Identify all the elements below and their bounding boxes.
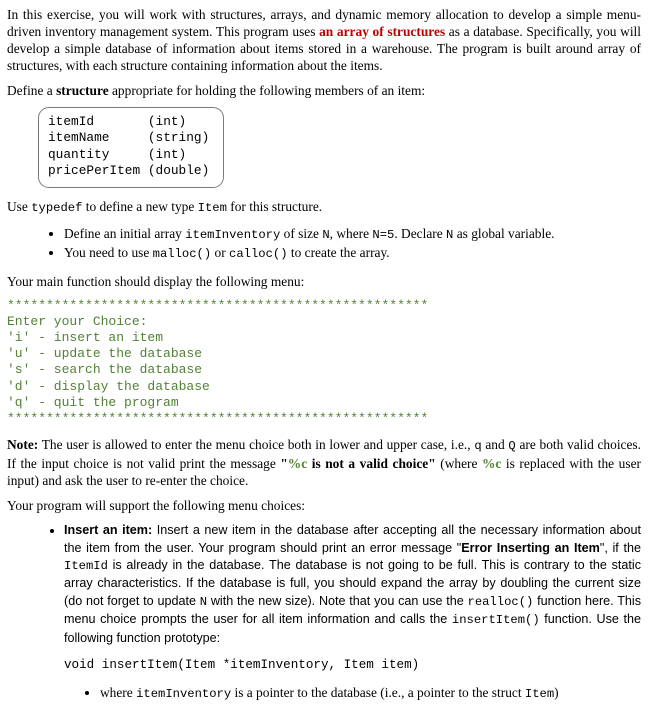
text-run: Item	[524, 687, 555, 702]
text-run: is a pointer to the database (i.e., a pointer to the struct	[231, 685, 525, 701]
text-run: "	[280, 456, 288, 472]
text-run: ", if the	[599, 540, 641, 555]
text-run: You need to use	[64, 245, 153, 261]
text-run: as global variable.	[453, 225, 555, 241]
define-structure-paragraph	[7, 82, 641, 99]
text-run: , where	[329, 225, 373, 241]
text-run: Note:	[7, 437, 39, 453]
menu-code-block	[7, 298, 641, 428]
text-run: In this exercise, you will work with structures, arrays, and dynamic memory allocation to develop a simple menu-driven inventory management system. This program uses	[7, 7, 641, 39]
code-line: 'u' - update the database	[7, 346, 203, 362]
code-line: Enter your Choice:	[7, 313, 148, 329]
struct-members-code	[48, 114, 209, 180]
support-paragraph	[7, 497, 641, 514]
code-line: pricePerItem (double)	[48, 163, 210, 179]
text-run: for this structure.	[226, 198, 323, 214]
text-run: Define a	[7, 83, 57, 98]
text-run: malloc()	[152, 247, 212, 262]
text-run: is replaced with the user input) and ask the user to re-enter the choice.	[7, 456, 641, 489]
text-run: structure	[56, 83, 109, 98]
text-run: Use	[7, 198, 32, 214]
code-line: quantity (int)	[48, 146, 187, 162]
text-run: %c	[482, 456, 502, 472]
text-run: )	[554, 685, 559, 701]
text-run: appropriate for holding the following members of an item:	[108, 83, 426, 98]
text-run: N	[322, 227, 330, 242]
text-run: (where	[435, 456, 482, 472]
text-run: with the new size). Note that you can use the	[207, 593, 468, 608]
text-run: . Declare	[394, 225, 447, 241]
text-run: to create the array.	[287, 245, 390, 261]
text-run: Q	[508, 439, 516, 454]
text-run: function. Use the following function prototype:	[64, 612, 641, 645]
where-sub-bullet	[100, 684, 641, 703]
code-line: 'd' - display the database	[7, 378, 210, 394]
text-run: an array of structures	[319, 24, 446, 39]
text-run: are both valid choices. If the input choice is not valid print the message	[7, 437, 641, 472]
text-run: Your program will support the following menu choices:	[7, 498, 306, 514]
typedef-paragraph	[7, 198, 641, 217]
code-line: ******************************************************	[7, 297, 429, 313]
code-line: 's' - search the database	[7, 362, 203, 378]
text-run: calloc()	[229, 247, 288, 262]
text-run: Error Inserting an Item	[461, 540, 600, 555]
text-run: Insert an item:	[64, 523, 153, 538]
list-item	[64, 225, 641, 245]
text-run: itemInventory	[185, 227, 281, 242]
text-run: function here. This menu choice prompts the user for all item information and calls the	[64, 593, 641, 627]
text-run: or	[211, 245, 230, 261]
text-run: N=5	[372, 227, 395, 242]
text-run: insertItem()	[451, 613, 540, 628]
text-run: N	[199, 594, 208, 609]
function-prototype: void insertItem(Item *itemInventory, Item item)	[64, 658, 420, 673]
text-run: %c	[287, 456, 308, 472]
menu-choices-list	[7, 522, 641, 647]
text-run: realloc()	[467, 594, 534, 609]
text-run: is already in the database. The database is not going to be full. This is contrary to the static array characteristics. If the database is full, you should expand the array by doubling the current size (do not forget to update	[64, 558, 641, 608]
text-run: where	[100, 685, 137, 701]
setup-bullet-list	[7, 225, 641, 264]
text-run: as a database. Specifically, you will develop a simple database of information about items stored in a warehouse. The program is built around array of structures, with each structure containing information about the items.	[7, 24, 641, 73]
text-run: of size	[280, 225, 323, 241]
code-line: itemName (string)	[48, 130, 210, 146]
text-run: The user is allowed to enter the menu choice both in lower and upper case, i.e.,	[38, 437, 475, 453]
code-line: itemId (int)	[48, 114, 187, 129]
text-run: Define an initial array	[64, 225, 186, 241]
intro-paragraph	[7, 6, 641, 74]
text-run: itemInventory	[136, 687, 232, 702]
text-run: Insert a new item in the database after accepting all the necessary information about the item from the user. Your program should print an error message "	[64, 523, 641, 555]
code-line: 'q' - quit the program	[7, 394, 179, 410]
where-sub-bullet-list	[7, 684, 641, 703]
list-item	[64, 244, 641, 264]
text-run: to define a new type	[82, 198, 198, 214]
code-line: 'i' - insert an item	[7, 330, 164, 346]
menu-intro-paragraph	[7, 273, 641, 290]
text-run: Your main function should display the following menu:	[7, 273, 305, 289]
text-run: q	[474, 439, 482, 454]
text-run: is not a valid choice"	[307, 456, 436, 472]
code-line: ******************************************************	[7, 411, 429, 427]
text-run: and	[481, 437, 509, 453]
text-run: N	[446, 227, 454, 242]
insert-item-bullet	[64, 522, 641, 647]
text-run: Item	[197, 200, 227, 215]
text-run: typedef	[31, 200, 83, 215]
struct-members-box	[38, 107, 224, 188]
text-run: ItemId	[64, 559, 108, 574]
note-paragraph	[7, 436, 641, 489]
